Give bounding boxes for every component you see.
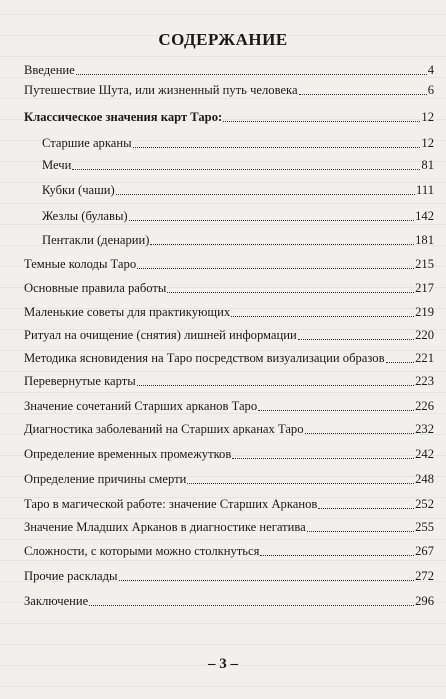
- toc-entry: [24, 257, 434, 272]
- toc-entry: [24, 351, 434, 366]
- toc-entry-page-number: 272: [415, 569, 434, 583]
- toc-entry: [42, 136, 434, 151]
- dot-leader: [318, 508, 414, 509]
- toc-entry-title: Диагностика заболеваний на Старших арканах Таро: [24, 422, 304, 436]
- toc-entry-page-number: 4: [427, 63, 434, 77]
- toc-entry-page-number: 223: [415, 374, 434, 388]
- dot-leader: [76, 74, 427, 75]
- toc-entry-title: Определение причины смерти: [24, 472, 187, 486]
- toc-entry: [42, 209, 434, 224]
- dot-leader: [167, 292, 414, 293]
- toc-entry: [24, 305, 434, 320]
- toc-entry-page-number: 217: [415, 281, 434, 295]
- toc-entry-title: Заключение: [24, 594, 89, 608]
- dot-leader: [260, 555, 414, 556]
- toc-entry-page-number: 6: [427, 83, 434, 97]
- toc-entry-page-number: 81: [421, 158, 434, 172]
- toc-entry: [24, 374, 434, 389]
- dot-leader: [133, 147, 421, 148]
- toc-entry-page-number: 232: [415, 422, 434, 436]
- toc-entry-page-number: 296: [415, 594, 434, 608]
- dot-leader: [232, 458, 414, 459]
- toc-entry-title: Кубки (чаши): [42, 183, 115, 197]
- toc-entry-title: Основные правила работы: [24, 281, 167, 295]
- toc-entry-title: Определение временных промежутков: [24, 447, 232, 461]
- toc-entry: [24, 447, 434, 462]
- toc-entry: [24, 399, 434, 414]
- toc-entry: [24, 594, 434, 609]
- toc-entry-title: Пентакли (денарии): [42, 233, 150, 247]
- toc-entry: [24, 422, 434, 437]
- toc-entry-title: Путешествие Шута, или жизненный путь человека: [24, 83, 298, 97]
- toc-entry-title: Введение: [24, 63, 75, 77]
- toc-entry-page-number: 12: [421, 110, 434, 124]
- dot-leader: [116, 194, 415, 195]
- toc-entry: [42, 233, 434, 248]
- toc-entry-title: Жезлы (булавы): [42, 209, 128, 223]
- dot-leader: [150, 244, 414, 245]
- dot-leader: [223, 121, 420, 122]
- toc-entry-title: Темные колоды Таро: [24, 257, 137, 271]
- toc-entry-title: Маленькие советы для практикующих: [24, 305, 231, 319]
- toc-entry: [42, 158, 434, 173]
- toc-entry: [24, 497, 434, 512]
- toc-entry: [24, 83, 434, 98]
- toc-entry-page-number: 181: [415, 233, 434, 247]
- toc-entry-page-number: 267: [415, 544, 434, 558]
- dot-leader: [119, 580, 415, 581]
- dot-leader: [299, 94, 427, 95]
- toc-entry: [24, 520, 434, 535]
- page-number-footer: – 3 –: [208, 656, 238, 672]
- toc-entry-page-number: 111: [416, 183, 434, 197]
- dot-leader: [307, 531, 414, 532]
- toc-entry-page-number: 242: [415, 447, 434, 461]
- toc-entry-page-number: 12: [421, 136, 434, 150]
- toc-entry-title: Значение Младших Арканов в диагностике негатива: [24, 520, 306, 534]
- dot-leader: [386, 362, 415, 363]
- dot-leader: [89, 605, 414, 606]
- toc-entry-title: Ритуал на очищение (снятия) лишней информации: [24, 328, 297, 342]
- toc-entry: [24, 569, 434, 584]
- dot-leader: [258, 410, 414, 411]
- dot-leader: [187, 483, 414, 484]
- toc-entry-title: Мечи: [42, 158, 72, 172]
- toc-entry-page-number: 252: [415, 497, 434, 511]
- toc-entry-page-number: 220: [415, 328, 434, 342]
- toc-entry-page-number: 215: [415, 257, 434, 271]
- dot-leader: [305, 433, 415, 434]
- toc-entry-title: Методика ясновидения на Таро посредством визуализации образов: [24, 351, 385, 365]
- toc-entry-page-number: 142: [415, 209, 434, 223]
- dot-leader: [137, 268, 414, 269]
- toc-entry-page-number: 219: [415, 305, 434, 319]
- dot-leader: [129, 220, 415, 221]
- toc-entry-page-number: 226: [415, 399, 434, 413]
- toc-entry-title: Таро в магической работе: значение Старших Арканов: [24, 497, 318, 511]
- toc-entry-title: Значение сочетаний Старших арканов Таро: [24, 399, 258, 413]
- toc-entry: [24, 110, 434, 125]
- toc-entry: [24, 63, 434, 78]
- toc-entry-title: Прочие расклады: [24, 569, 118, 583]
- toc-entry: [42, 183, 434, 198]
- toc-entry: [24, 544, 434, 559]
- toc-entry-page-number: 255: [415, 520, 434, 534]
- toc-entry-title: Старшие арканы: [42, 136, 132, 150]
- dot-leader: [72, 169, 420, 170]
- page-title: СОДЕРЖАНИЕ: [158, 30, 288, 49]
- dot-leader: [298, 339, 414, 340]
- dot-leader: [137, 385, 414, 386]
- toc-entry-page-number: 248: [415, 472, 434, 486]
- toc-entry: [24, 281, 434, 296]
- toc-entry-title: Сложности, с которыми можно столкнуться: [24, 544, 260, 558]
- dot-leader: [231, 316, 414, 317]
- toc-entry: [24, 472, 434, 487]
- toc-entry: [24, 328, 434, 343]
- toc-entry-title: Перевернутые карты: [24, 374, 136, 388]
- toc-entry-title: Классическое значения карт Таро:: [24, 110, 223, 124]
- toc-entry-page-number: 221: [415, 351, 434, 365]
